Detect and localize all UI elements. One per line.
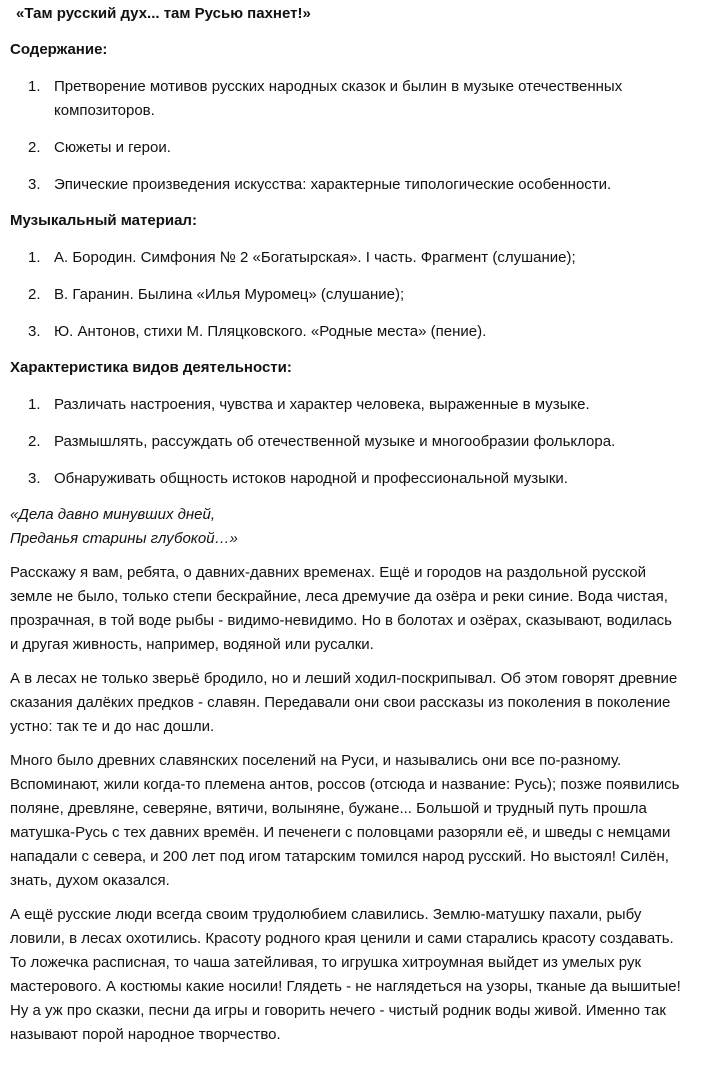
list-number: 2.: [28, 286, 41, 303]
list-item: [10, 246, 684, 270]
list-item-text: Претворение мотивов русских народных сказок и былин в музыке отечественных композиторов.: [54, 78, 623, 119]
list-number: 3.: [28, 176, 41, 193]
list-number: 3.: [28, 470, 41, 487]
contents-heading: Содержание:: [10, 41, 108, 58]
epigraph: [10, 503, 684, 551]
list-item-text: Эпические произведения искусства: характерные типологические особенности.: [54, 176, 612, 193]
list-item: [10, 173, 684, 197]
contents-list: [10, 75, 684, 197]
list-item-text: Обнаруживать общность истоков народной и профессиональной музыки.: [54, 470, 568, 487]
epigraph-line: Преданья старины глубокой…»: [10, 530, 238, 547]
list-item: [10, 136, 684, 160]
list-number: 3.: [28, 323, 41, 340]
epigraph-line: «Дела давно минувших дней,: [10, 506, 216, 523]
list-number: 1.: [28, 396, 41, 413]
paragraph: Расскажу я вам, ребята, о давних-давних временах. Ещё и городов на раздольной русской земле не было, только степи бескрайние, леса дремучие да озёра и реки синие. Вода чистая, прозрачная, в той воде рыбы - видимо-невидимо. Но в болотах и озёрах, сказывают, водилась и другая живность, например, водяной или русалки.: [10, 564, 672, 653]
list-item: [10, 75, 684, 123]
list-number: 1.: [28, 78, 41, 95]
list-item: [10, 430, 684, 454]
list-item: [10, 393, 684, 417]
paragraph: Много было древних славянских поселений на Руси, и назывались они все по-разному. Вспоминают, жили когда-то племена антов, россов (отсюда и название: Русь); позже появились поляне, древляне, северяне, вятичи, волыняне, бужане... Большой и трудный путь прошла матушка-Русь с тех давних времён. И печенеги с половцами разоряли её, и шведы с немцами нападали с севера, и 200 лет под игом татарским томился народ русский. Но выстоял! Силён, знать, духом оказался.: [10, 752, 680, 889]
list-item-text: В. Гаранин. Былина «Илья Муромец» (слушание);: [54, 286, 405, 303]
list-item-text: Ю. Антонов, стихи М. Пляцковского. «Родные места» (пение).: [54, 323, 487, 340]
list-item: [10, 283, 684, 307]
list-item: [10, 467, 684, 491]
list-number: 2.: [28, 139, 41, 156]
list-number: 2.: [28, 433, 41, 450]
list-item-text: Различать настроения, чувства и характер человека, выраженные в музыке.: [54, 396, 590, 413]
music-heading: Музыкальный материал:: [10, 212, 197, 229]
list-item-text: Сюжеты и герои.: [54, 139, 171, 156]
list-item-text: Размышлять, рассуждать об отечественной музыке и многообразии фольклора.: [54, 433, 616, 450]
document-title: «Там русский дух... там Русью пахнет!»: [16, 5, 311, 22]
list-item: [10, 320, 684, 344]
activities-heading: Характеристика видов деятельности:: [10, 359, 292, 376]
list-number: 1.: [28, 249, 41, 266]
list-item-text: А. Бородин. Симфония № 2 «Богатырская». I часть. Фрагмент (слушание);: [54, 249, 576, 266]
music-list: [10, 246, 684, 344]
paragraph: А в лесах не только зверьё бродило, но и леший ходил-поскрипывал. Об этом говорят древние сказания далёких предков - славян. Передавали они свои рассказы из поколения в поколение устно: так те и до нас дошли.: [10, 670, 678, 735]
activities-list: [10, 393, 684, 491]
paragraph: А ещё русские люди всегда своим трудолюбием славились. Землю-матушку пахали, рыбу ловили, в лесах охотились. Красоту родного края ценили и сами старались красоту создавать. То ложечка расписная, то чаша затейливая, то игрушка хитроумная выйдет из умелых рук мастерового. А костюмы какие носили! Глядеть - не наглядеться на узоры, тканые да вышитые! Ну а уж про сказки, песни да игры и говорить нечего - чистый родник воды живой. Именно так называют порой народное творчество.: [10, 906, 681, 1043]
